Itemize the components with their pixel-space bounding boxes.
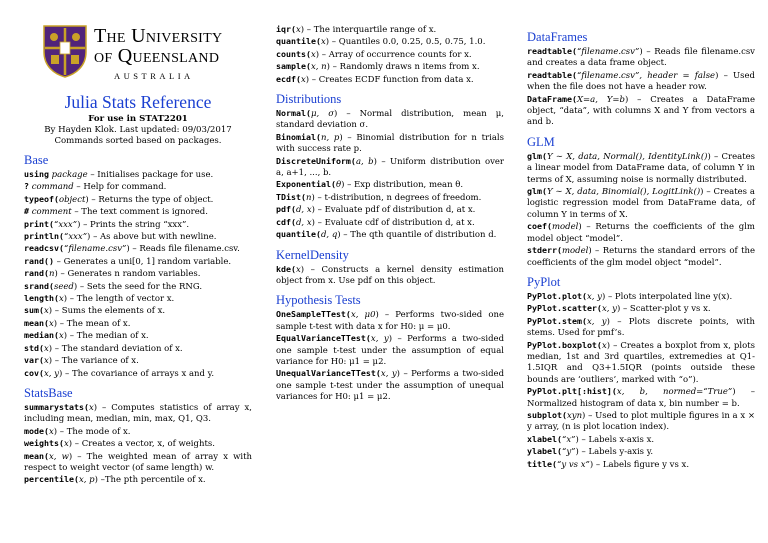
command-args: x [295,25,301,35]
reference-entry [24,231,252,243]
reference-entry [24,256,252,268]
university-country: AUSTRALIA [114,71,194,81]
command-args: “xxx” [53,219,78,230]
command-name: readcsv( [24,243,64,254]
command-description: ) – The mean of x. [53,318,131,329]
column-1 [24,24,252,487]
course-text: For use in STAT2201 [88,114,188,124]
command-args: model [561,246,589,257]
command-name: length( [24,293,59,304]
reference-entry [527,446,755,458]
command-description: ) – Randomly draws n items from x. [326,62,480,73]
command-description: ) – Reads file filename.csv and creates a data frame object. [527,47,755,69]
command-args: μ, σ [310,109,335,120]
command-description: ) – t-distribution, n degrees of freedom. [311,192,482,203]
command-description: ) – Evaluate pdf of distribution d, at x. [311,205,476,216]
reference-entry [276,179,504,191]
command-name: iqr( [276,24,296,34]
command-args: x [43,356,49,367]
command-description: – Help for command. [73,182,167,193]
reference-entry [276,264,504,288]
command-description: ) – Normalized histogram of data x, bin number = b. [527,387,755,409]
command-name: mode( [24,425,49,436]
command-description: ) – The interquartile range of x. [300,25,437,35]
command-name: rand() [24,255,54,266]
crest-icon [42,24,88,78]
command-name: cov( [24,367,44,378]
command-description: ) – The covariance of arrays x and y. [58,368,215,379]
command-name: weights( [24,438,64,449]
reference-entry [527,245,755,269]
section [527,275,755,471]
command-description: ) – The qth quantile of distribution d. [337,230,497,241]
section [276,24,504,86]
command-description: ) – Creates a DataFrame object, “data”, with columns X and Y from vectors a and b. [527,94,755,128]
command-description: – Generates a uni[0, 1] random variable. [53,256,232,267]
author-line: By Hayden Klok. Last updated: 09/03/2017 [44,125,232,135]
column-2 [276,24,504,404]
command-description: ) – Plots discrete points, with stems. Used for pmf’s. [527,316,755,339]
reference-entry [276,61,504,73]
command-description: ) – Prints the string “xxx”. [77,219,190,230]
command-args: x [300,74,306,85]
command-args: a, b [355,156,374,167]
command-description: ) – Creates a linear model from DataFrame data, of column Y in terms of X, assuming noise is normally distributed. [527,151,755,185]
command-description: ) – Returns the standard errors of the coefficients of the glm model object “model”. [527,246,755,268]
command-description: ) – Labels x-axis x. [575,434,655,445]
reference-entry [527,386,755,410]
command-args: x [310,49,316,60]
command-name: UnequalVarianceTTest( [276,368,381,379]
reference-entry [276,229,504,241]
reference-entry [527,291,755,303]
reference-entry [527,46,755,70]
command-name: subplot( [527,409,567,420]
sections-column-2 [276,24,504,404]
command-args: x, y [586,316,607,327]
command-args: x, w [48,451,69,462]
command-name: summarystats( [24,401,89,412]
command-name: OneSampleTTest( [276,309,351,320]
command-args: Y ∼ X, data, Binomial(), LogitLink() [546,187,701,198]
command-name: TDist( [276,191,306,202]
reference-entry [24,402,252,426]
reference-entry [527,340,755,387]
command-args: x, y [43,368,59,379]
command-args: “filename.csv” [576,47,640,57]
reference-entry [276,36,504,48]
command-name: glm( [527,186,547,197]
command-name: print( [24,218,54,229]
command-name: PyPlot.boxplot( [527,339,602,350]
command-description: ) – Sums the elements of x. [48,306,166,317]
reference-entry [24,206,252,218]
reference-entry [24,181,252,193]
command-name: Exponential( [276,179,336,190]
command-name: typeof( [24,193,59,204]
command-name: ylabel( [527,446,562,457]
command-args: X=a, Y=b [576,94,625,105]
reference-entry [24,243,252,255]
command-description: ) – The standard deviation of x. [48,343,183,354]
command-args: n [48,269,55,280]
command-args: d, x [295,205,312,216]
command-name: stderr( [527,245,562,256]
command-name: std( [24,342,44,353]
command-args: x [48,318,54,329]
section-heading: DataFrames [527,30,588,44]
reference-entry [276,368,504,403]
reference-entry [24,330,252,342]
command-name: readtable( [527,69,577,80]
command-name: xlabel( [527,433,562,444]
command-args: x, y [601,304,617,315]
command-args: x [58,294,64,305]
command-name: quantile( [276,229,321,240]
command-description: ) – Quantiles 0.0, 0.25, 0.5, 0.75, 1.0. [325,37,486,48]
reference-entry [24,281,252,293]
command-args: x [320,37,326,48]
command-args: x [43,343,49,354]
command-args: x [63,439,69,450]
command-description: ) – Scatter-plot y vs x. [616,304,711,315]
command-description: ) – Performs a two-sided one sample t-test under the assumption of equal variance for H0: μ1 = μ2. [276,334,505,367]
command-name: EqualVarianceTTest( [276,333,371,344]
reference-entry [276,49,504,61]
command-args: n, p [320,132,340,143]
command-name: # [24,206,29,217]
command-name: ecdf( [276,73,301,84]
section-heading: Base [24,153,49,167]
reference-entry [24,474,252,486]
command-args: object [58,194,86,205]
section-heading: KernelDensity [276,247,349,262]
command-args: n [305,192,312,203]
column-3 [527,24,755,471]
command-args: d, x [295,217,312,228]
command-description: ) – Labels y-axis y. [575,447,654,458]
reference-entry [24,219,252,231]
section [24,386,252,487]
reference-entry [527,70,755,94]
command-description: ) – Reads file filename.csv. [126,244,240,255]
command-args: θ [335,180,342,191]
command-name: kde( [276,263,296,274]
command-description: ) – Creates a vector, x, of weights. [68,439,215,450]
command-args: x, y [370,334,389,345]
command-args: comment [29,207,72,218]
reference-entry [276,333,504,368]
command-args: Y ∼ X, data, Normal(), IdentityLink() [546,151,708,162]
command-args: d, q [320,230,338,241]
page-title: Julia Stats Reference [64,92,212,112]
reference-entry [24,305,252,317]
command-args: x [88,402,94,413]
command-name: rand( [24,268,49,279]
reference-entry [24,293,252,305]
command-name: sample( [276,61,311,72]
command-name: DiscreteUniform( [276,155,356,166]
section [276,293,504,403]
reference-entry [24,426,252,438]
section [276,248,504,288]
reference-entry [276,217,504,229]
sections-column-1 [24,153,252,487]
reference-entry [527,410,755,434]
command-description: ) – Generates n random variables. [54,269,201,280]
reference-entry [24,355,252,367]
section [527,30,755,129]
reference-entry [276,24,504,36]
reference-entry [24,268,252,280]
command-description: ) – The median of x. [63,331,149,342]
command-description: ) – Performs a two-sided one sample t-test under the assumption of unequal variances for H0: μ1 = μ2. [276,369,505,403]
reference-entry [24,368,252,380]
command-name: mean( [24,450,49,461]
command-description: ) – The weighted mean of array x with respect to weight vector (of same length) w. [24,451,252,473]
command-description: ) – Array of occurrence counts for x. [315,49,472,60]
section [527,135,755,269]
command-name: cdf( [276,216,296,227]
command-name: coef( [527,221,552,232]
reference-entry [527,94,755,129]
reference-entry [527,459,755,471]
section-heading: PyPlot [527,274,561,289]
university-wordmark [94,26,222,81]
reference-entry [527,151,755,186]
university-logo [24,24,252,86]
command-args: package [48,170,88,180]
command-description: ) – Used when the file does not have a header row. [527,70,755,93]
sections-column-3 [527,30,755,471]
command-name: readtable( [527,46,577,56]
command-description: ) – Constructs a kernel density estimation object from x. Use pdf on this object. [276,264,504,286]
command-args: x [48,426,54,437]
course-line [24,114,252,125]
command-description: ) – Creates ECDF function from data x. [305,74,474,85]
command-name: PyPlot.plt[:hist]( [527,386,617,397]
reference-entry [24,169,252,181]
command-args: x, y [380,369,397,380]
command-description: ) – Returns the type of object. [85,194,214,205]
section [24,153,252,380]
command-args: x [58,331,64,342]
command-name: Binomial( [276,131,321,142]
section-heading: Distributions [276,92,342,107]
command-args: xyn [566,410,583,421]
command-args: x [295,264,301,275]
command-name: median( [24,330,59,341]
command-args: “filename.csv” [63,244,127,255]
command-name: PyPlot.stem( [527,315,587,326]
note-line: Commands sorted based on packages. [54,136,222,146]
command-description: ) – Plots interpolated line y(x). [601,291,733,302]
command-description: ) – Normal distribution, mean μ, standard deviation σ. [276,109,505,131]
command-description: ) – Performs two-sided one sample t-test with data x for H0: μ = μ0. [276,310,504,332]
command-args: “xxx” [63,232,88,243]
reference-entry [276,74,504,86]
command-name: Normal( [276,108,311,119]
reference-entry [527,316,755,340]
command-args: x, b, normed=“True” [616,387,733,398]
command-args: “filename.csv”, header = false [576,70,716,81]
command-name: percentile( [24,474,79,485]
command-name: counts( [276,48,311,59]
command-description: ) – Binomial distribution for n trials with success rate p. [276,132,504,155]
command-description: ) – The variance of x. [48,356,139,367]
command-name: PyPlot.scatter( [527,303,602,314]
command-args: x, n [310,62,327,73]
reference-entry [527,303,755,315]
command-args: x [43,306,49,317]
command-args: “x” [561,434,576,445]
reference-entry [276,192,504,204]
command-args: “y” [561,447,576,458]
command-name: title( [527,458,557,469]
command-description: – Initialises package for use. [87,170,214,180]
command-name: PyPlot.plot( [527,290,587,301]
command-name: println( [24,231,64,242]
section-heading: StatsBase [24,385,73,400]
command-name: quantile( [276,36,321,47]
section-heading: Hypothesis Tests [276,293,361,308]
command-description: ) – Evaluate cdf of distribution d, at x. [311,217,475,228]
reference-entry [276,132,504,156]
command-args: seed [53,281,74,292]
command-name: srand( [24,280,54,291]
command-name: glm( [527,150,547,161]
command-description: ) – The length of vector x. [63,294,175,305]
reference-entry [24,194,252,206]
command-args: x, p [78,475,95,486]
command-name: ? [24,181,29,192]
command-description: ) – As above but with newline. [87,232,217,243]
command-description: ) – Exp distribution, mean θ. [341,180,464,191]
command-description: ) – Returns the coefficients of the glm model object “model”. [527,222,755,244]
section-heading: GLM [527,134,555,149]
command-description: ) – The mode of x. [53,426,131,437]
command-description: ) – Used to plot multiple figures in a x × y array, (n is plot location index). [527,410,755,433]
reference-entry [24,343,252,355]
reference-entry [276,156,504,180]
command-args: “y vs x” [556,459,590,470]
command-description: ) – Creates a logistic regression model from DataFrame data, of column Y in terms of X. [527,187,756,220]
reference-entry [527,221,755,245]
command-name: var( [24,355,44,366]
reference-entry [527,434,755,446]
reference-entry [527,186,755,221]
command-description: ) – Uniform distribution over a, a+1, ..., b. [276,156,504,179]
reference-entry [24,451,252,475]
command-description: ) –The pth percentile of x. [94,475,206,486]
command-name: sum( [24,305,44,316]
reference-entry [276,108,504,132]
reference-entry [276,204,504,216]
university-name-line1: The University [94,25,223,47]
command-args: model [551,222,579,233]
command-description: ) – Labels figure y vs x. [589,459,690,470]
reference-entry [24,318,252,330]
section [276,92,504,241]
command-args: command [29,182,74,193]
command-args: x, μ0 [350,310,376,321]
command-description: ) – Computes statistics of array x, including mean, median, min, max, Q1, Q3. [24,402,252,425]
reference-entry [24,438,252,450]
command-name: DataFrame( [527,93,577,104]
command-description: ) – Creates a boxplot from x, plots median, 1st and 3rd quartiles, extremedies at Q1-1.5IQR and Q3+1.5IQR (points outside these bounds are ‘outliers’, marked with “o”). [527,340,755,385]
command-description: ) – Sets the seed for the RNG. [73,281,203,292]
command-name: mean( [24,317,49,328]
command-name: pdf( [276,204,296,215]
reference-entry [276,309,504,333]
university-name-line2: of Queensland [94,45,220,67]
command-description: – The text comment is ignored. [71,207,208,218]
command-args: x [601,340,607,351]
command-name: using [24,169,49,179]
command-args: x, y [586,291,602,302]
